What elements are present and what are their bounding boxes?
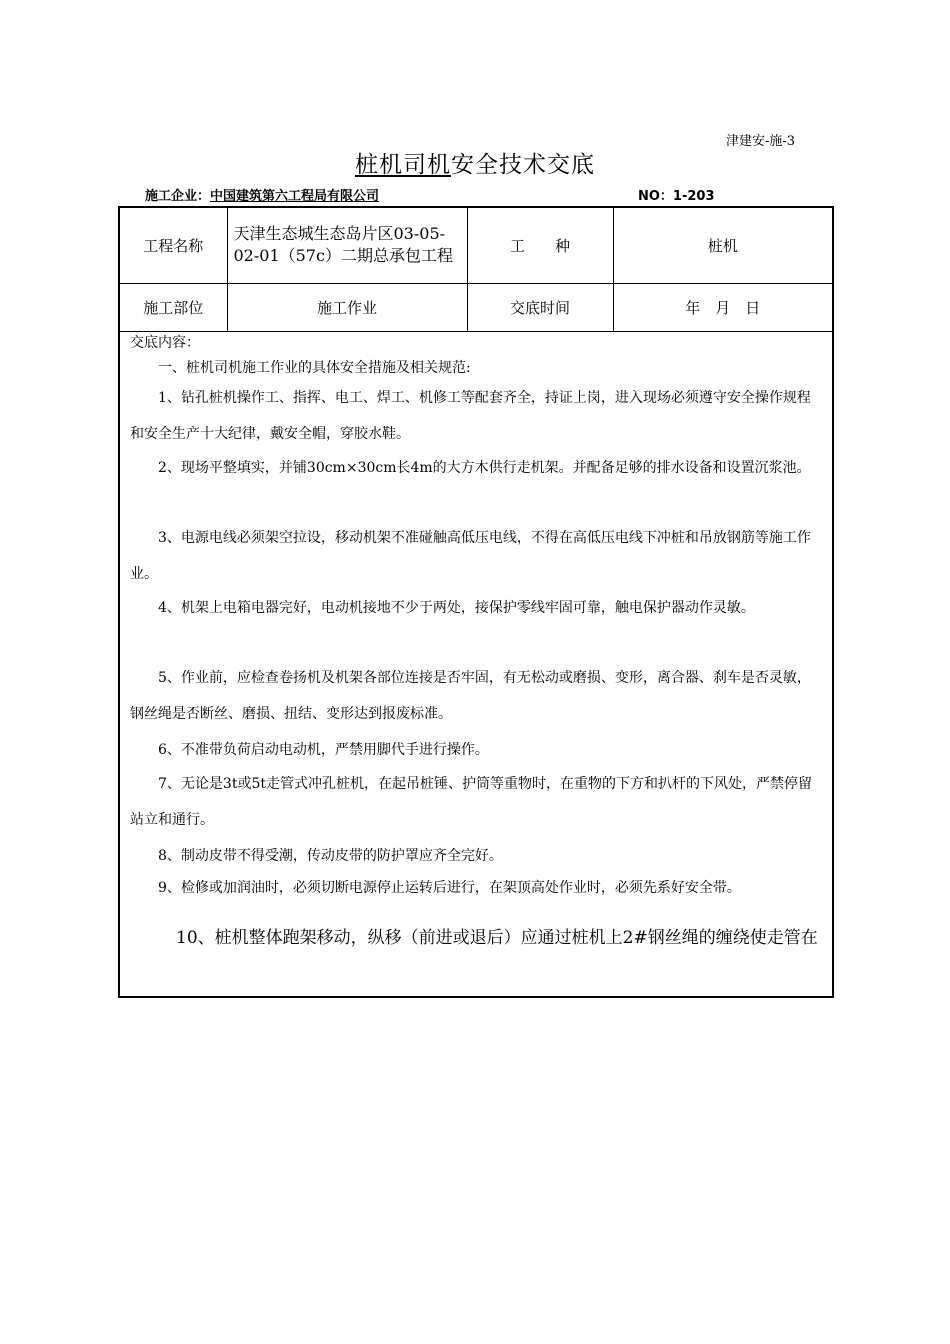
content-item: 6、不准带负荷启动电动机，严禁用脚代手进行操作。 (158, 742, 489, 758)
content-item: 1、钻孔桩机操作工、指挥、电工、焊工、机修工等配套齐全，持证上岗，进入现场必须遵守安全操作规程和安全生产十大纪律，戴安全帽，穿胶水鞋。 (130, 390, 811, 442)
content-item: 2、现场平整填实，并铺30cm×30cm长4m的大方木供行走机架。并配备足够的排水设备和设置沉浆池。 (158, 460, 811, 476)
content-label: 交底内容： (130, 335, 200, 351)
time-label: 交底时间 (467, 283, 613, 331)
section-value: 施工作业 (227, 283, 467, 331)
document-title (0, 146, 950, 179)
content-item: 7、无论是3t或5t走管式冲孔桩机，在起吊桩锤、护筒等重物时，在重物的下方和扒杆的下风处，严禁停留站立和通行。 (130, 776, 812, 828)
title-rest-part: 安全技术交底 (451, 152, 595, 178)
content-item: 3、电源电线必须架空拉设，移动机架不准碰触高低压电线，不得在高低压电线下冲桩和吊放钢筋等施工作业。 (130, 530, 811, 582)
project-name-label: 工程名称 (119, 207, 227, 283)
info-table (118, 206, 834, 332)
company-line (145, 185, 379, 204)
project-name-value: 天津生态城生态岛片区03-05-02-01（57c）二期总承包工程 (227, 207, 467, 283)
company-label: 施工企业： (145, 189, 211, 204)
content-intro: 一、桩机司机施工作业的具体安全措施及相关规范: (158, 360, 471, 376)
company-name: 中国建筑第六工程局有限公司 (210, 189, 380, 204)
trade-label: 工 种 (467, 207, 613, 283)
section-label: 施工部位 (119, 283, 227, 331)
document-code: 津建安-施-3 (726, 134, 796, 149)
time-value: 年 月 日 (613, 283, 833, 331)
trade-value: 桩机 (613, 207, 833, 283)
content-item: 4、机架上电箱电器完好，电动机接地不少于两处，接保护零线牢固可靠，触电保护器动作灵敏。 (158, 600, 755, 616)
content-item: 9、检修或加润油时，必须切断电源停止运转后进行，在架顶高处作业时，必须先系好安全带。 (158, 880, 741, 896)
content-item: 5、作业前，应检查卷扬机及机架各部位连接是否牢固，有无松动或磨损、变形，离合器、刹车是否灵敏，钢丝绳是否断丝、磨损、扭结、变形达到报废标准。 (130, 670, 811, 722)
content-item: 8、制动皮带不得受潮，传动皮带的防护罩应齐全完好。 (158, 848, 503, 864)
content-box (118, 330, 834, 998)
content-item: 10、桩机整体跑架移动，纵移（前进或退后）应通过桩机上2#钢丝绳的缠绕使走管在 (176, 928, 818, 948)
document-number: NO：1-203 (638, 189, 715, 204)
title-underlined-part: 桩机司机 (355, 152, 451, 178)
